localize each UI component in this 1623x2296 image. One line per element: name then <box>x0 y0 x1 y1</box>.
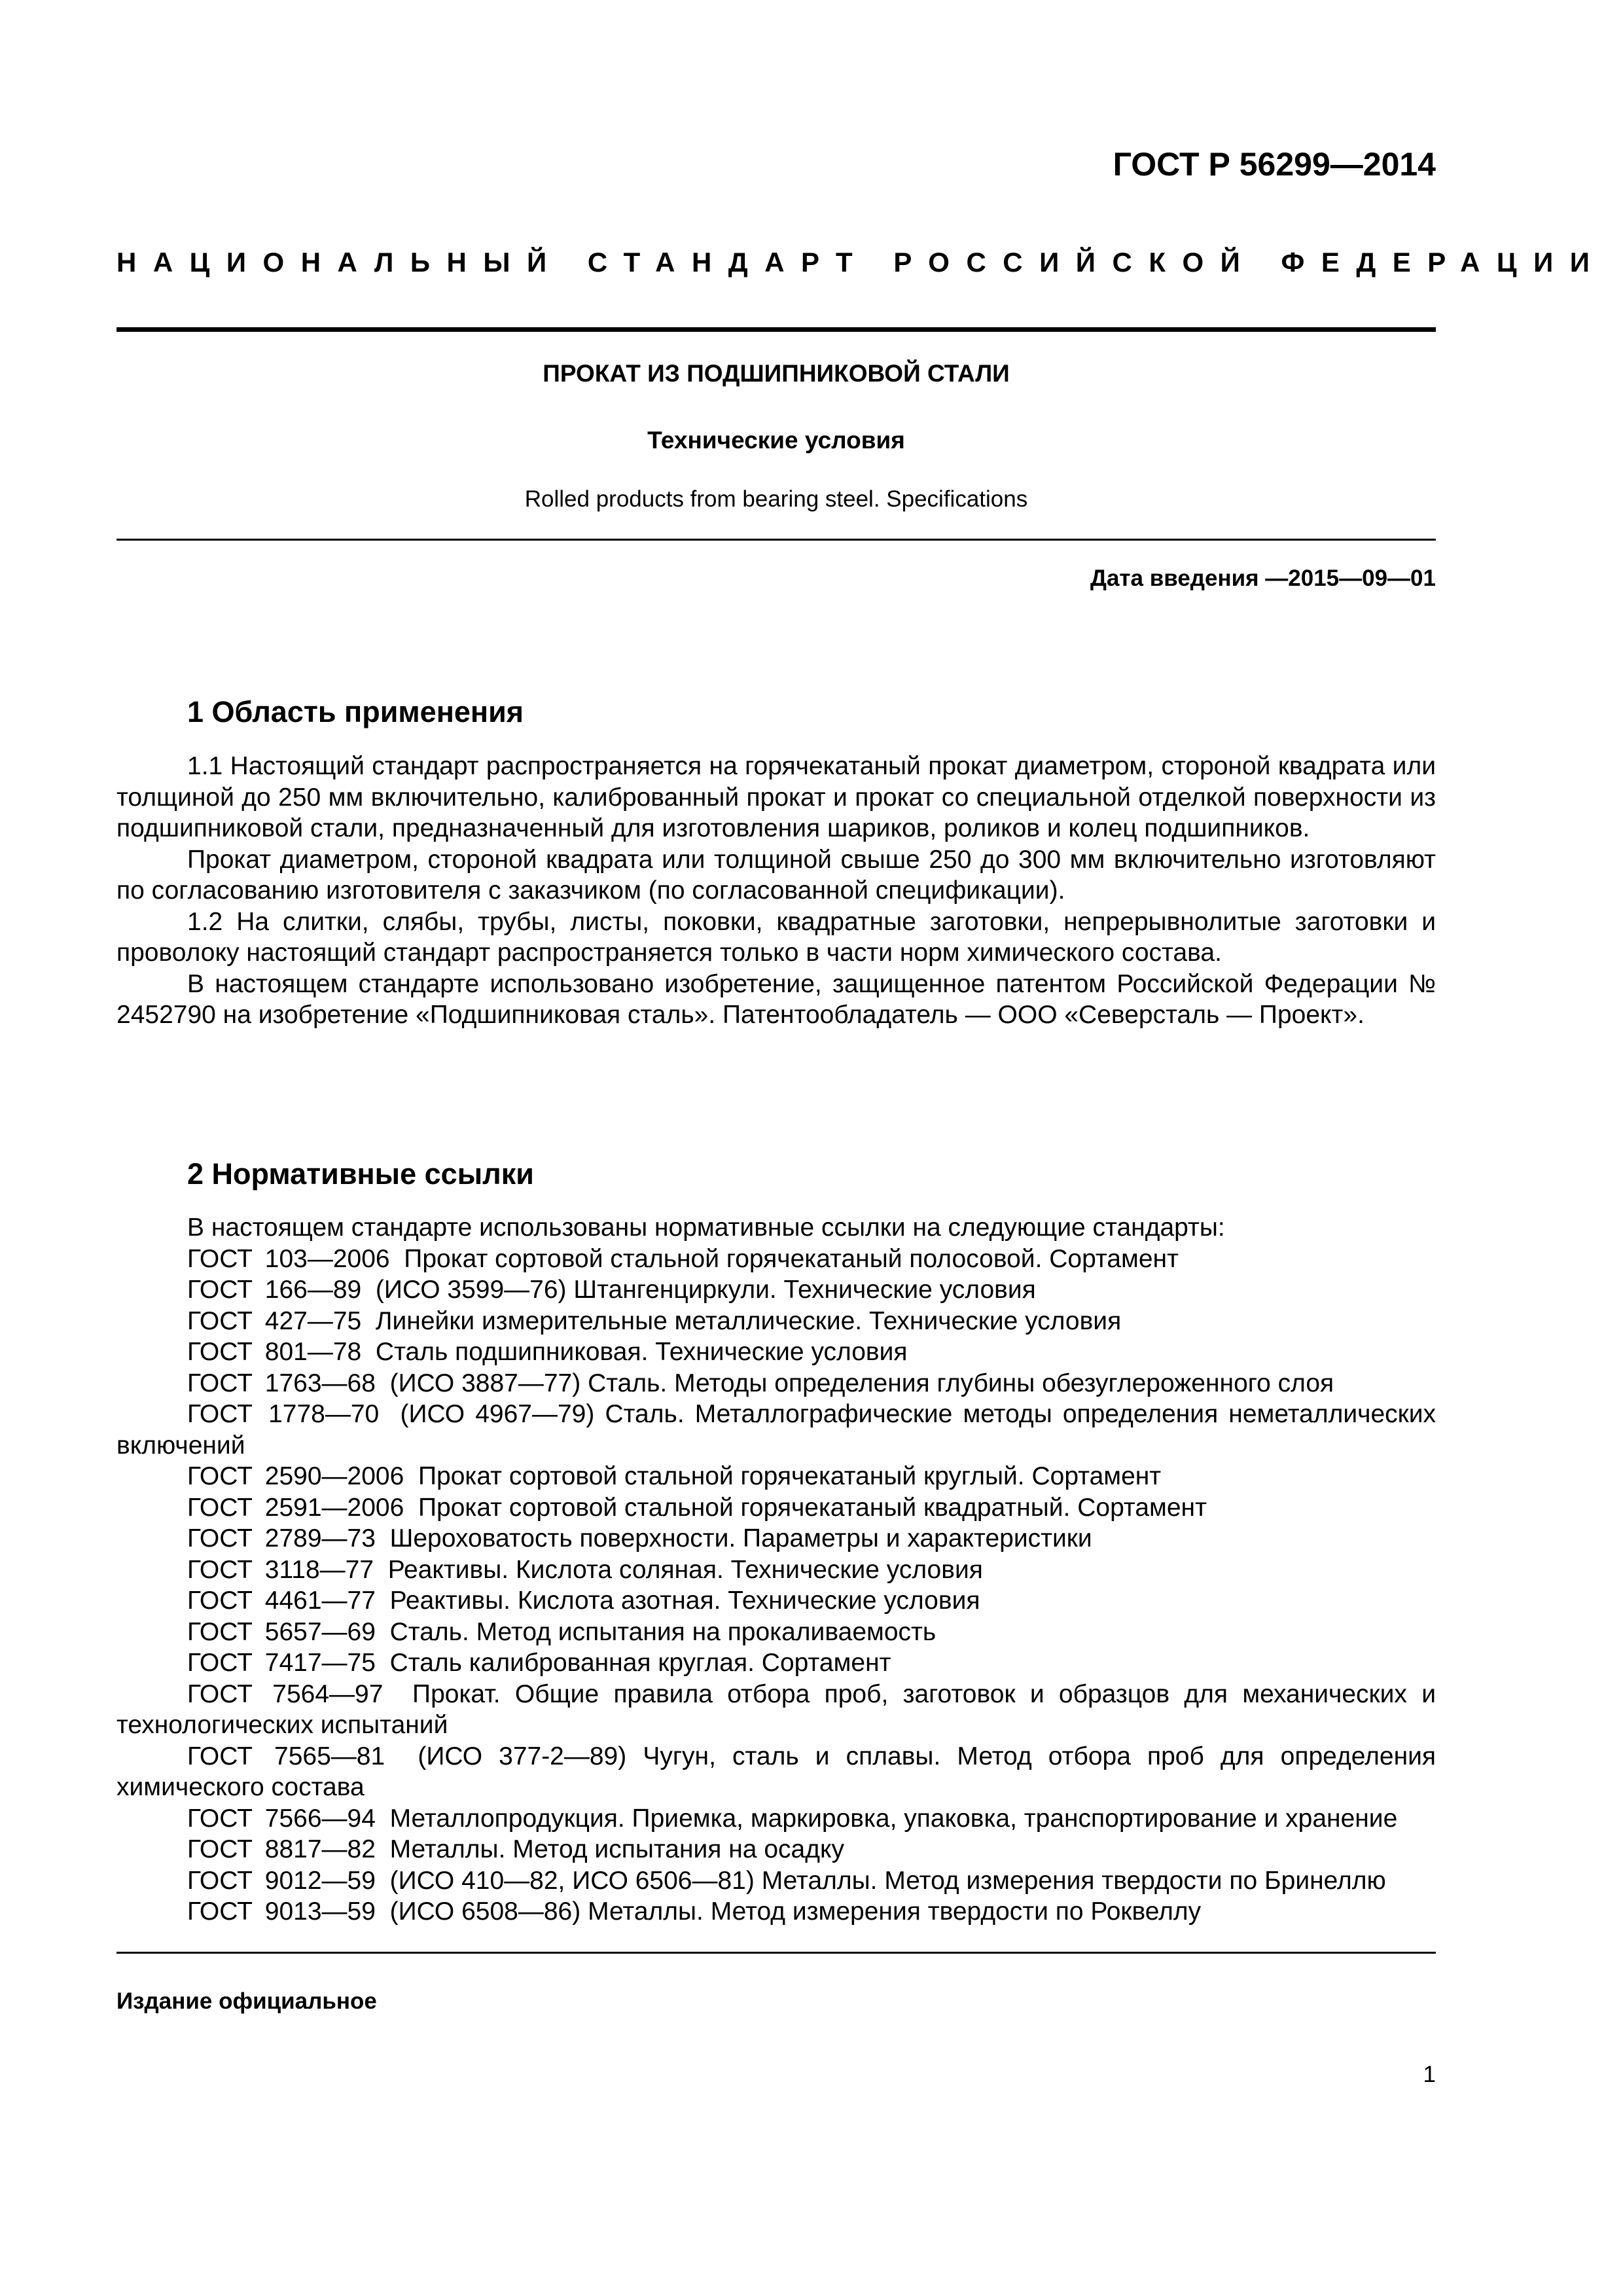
paragraph: Прокат диаметром, стороной квадрата или толщиной свыше 250 до 300 мм включительно изготовляют по согласованию изготовителя с заказчиком (по согласованной спецификации). <box>116 845 1436 905</box>
normative-references-list <box>116 1212 1436 1928</box>
reference-code: ГОСТ 9012—59 <box>187 1866 376 1895</box>
paragraph: 1.2 На слитки, слябы, трубы, листы, поковки, квадратные заготовки, непрерывнолитые заготовки и проволоку настоящий стандарт распространяется только в части норм химического состава. <box>116 907 1436 967</box>
section-scope-body <box>116 751 1436 1031</box>
reference-code: ГОСТ 1763—68 <box>187 1369 376 1397</box>
list-item <box>116 1741 1436 1803</box>
introduction-date: Дата введения —2015—09—01 <box>1090 565 1436 591</box>
list-item <box>116 1244 1436 1275</box>
list-item <box>116 1492 1436 1524</box>
reference-title: (ИСО 3599—76) Штангенциркули. Технические условия <box>375 1276 1036 1304</box>
reference-code: ГОСТ 7564—97 <box>187 1679 383 1708</box>
reference-code: ГОСТ 1778—70 <box>187 1400 380 1428</box>
list-item <box>116 1336 1436 1368</box>
list-item <box>116 1834 1436 1865</box>
list-item <box>116 1306 1436 1337</box>
reference-code: ГОСТ 2590—2006 <box>187 1462 404 1490</box>
reference-title: Прокат сортовой стальной горячекатаный круглый. Сортамент <box>418 1462 1162 1490</box>
reference-title: (ИСО 6508—86) Металлы. Метод измерения твердости по Роквеллу <box>389 1897 1202 1926</box>
reference-title: Реактивы. Кислота соляная. Технические условия <box>387 1555 983 1584</box>
reference-code: ГОСТ 427—75 <box>187 1306 362 1335</box>
reference-code: ГОСТ 7565—81 <box>187 1742 385 1770</box>
reference-code: ГОСТ 7566—94 <box>187 1804 376 1833</box>
reference-title: Шероховатость поверхности. Параметры и характеристики <box>389 1524 1092 1552</box>
reference-title: (ИСО 4967—79) Сталь. Металлографические методы определения неметаллических включений <box>116 1400 1436 1460</box>
reference-title: Сталь калиброванная круглая. Сортамент <box>389 1649 891 1677</box>
list-item <box>116 1585 1436 1617</box>
reference-code: ГОСТ 5657—69 <box>187 1617 376 1646</box>
reference-title: Прокат. Общие правила отбора проб, заготовок и образцов для механических и технологических испытаний <box>116 1679 1436 1739</box>
list-item <box>116 1865 1436 1897</box>
list-item <box>116 1399 1436 1461</box>
reference-code: ГОСТ 2591—2006 <box>187 1493 404 1522</box>
header-rule <box>116 327 1436 332</box>
reference-title: Прокат сортовой стальной горячекатаный полосовой. Сортамент <box>404 1244 1179 1273</box>
list-item <box>116 1647 1436 1679</box>
list-item <box>116 1617 1436 1648</box>
reference-title: Прокат сортовой стальной горячекатаный квадратный. Сортамент <box>418 1493 1207 1522</box>
references-intro: В настоящем стандарте использованы нормативные ссылки на следующие стандарты: <box>187 1213 1225 1242</box>
document-title-english: Rolled products from bearing steel. Specifications <box>524 486 1028 512</box>
reference-code: ГОСТ 103—2006 <box>187 1244 390 1273</box>
reference-code: ГОСТ 8817—82 <box>187 1835 376 1863</box>
paragraph: В настоящем стандарте использовано изобретение, защищенное патентом Российской Федерации № 2452790 на изобретение «Подшипниковая сталь». Патентообладатель — ООО «Северсталь — Проект». <box>116 969 1436 1029</box>
list-item <box>116 1803 1436 1835</box>
reference-title: Сталь. Метод испытания на прокаливаемость <box>389 1617 936 1646</box>
edition-note: Издание официальное <box>116 1988 377 2014</box>
reference-code: ГОСТ 3118—77 <box>187 1555 374 1584</box>
reference-code: ГОСТ 7417—75 <box>187 1649 376 1677</box>
list-item <box>116 1523 1436 1554</box>
list-item <box>116 1554 1436 1586</box>
document-number: ГОСТ Р 56299—2014 <box>1113 146 1436 183</box>
reference-title: Металлы. Метод испытания на осадку <box>389 1835 844 1863</box>
footer-rule <box>116 1952 1436 1954</box>
list-item <box>116 1679 1436 1741</box>
list-item <box>116 1274 1436 1306</box>
reference-title: Линейки измерительные металлические. Технические условия <box>375 1306 1122 1335</box>
list-item <box>116 1368 1436 1399</box>
section-heading-references: 2 Нормативные ссылки <box>187 1157 534 1191</box>
section-heading-scope: 1 Область применения <box>187 695 524 728</box>
list-item <box>116 1461 1436 1492</box>
reference-title: Металлопродукция. Приемка, маркировка, упаковка, транспортирование и хранение <box>389 1804 1398 1833</box>
national-standard-banner: НАЦИОНАЛЬНЫЙ СТАНДАРТ РОССИЙСКОЙ ФЕДЕРАЦИИ <box>116 247 1607 278</box>
reference-code: ГОСТ 801—78 <box>187 1338 362 1366</box>
reference-title: Сталь подшипниковая. Технические условия <box>375 1338 908 1366</box>
reference-code: ГОСТ 9013—59 <box>187 1897 376 1926</box>
reference-title: (ИСО 410—82, ИСО 6506—81) Металлы. Метод измерения твердости по Бринеллю <box>389 1866 1386 1895</box>
page-number: 1 <box>1423 2062 1436 2087</box>
reference-code: ГОСТ 2789—73 <box>187 1524 376 1552</box>
title-rule <box>116 539 1436 541</box>
document-title: ПРОКАТ ИЗ ПОДШИПНИКОВОЙ СТАЛИ <box>543 360 1010 387</box>
document-subtitle: Технические условия <box>647 427 905 454</box>
reference-code: ГОСТ 166—89 <box>187 1276 362 1304</box>
reference-title: Реактивы. Кислота азотная. Технические условия <box>389 1587 980 1615</box>
reference-title: (ИСО 3887—77) Сталь. Методы определения глубины обезуглероженного слоя <box>389 1369 1334 1397</box>
reference-code: ГОСТ 4461—77 <box>187 1587 376 1615</box>
list-item <box>116 1896 1436 1928</box>
reference-title: (ИСО 377-2—89) Чугун, сталь и сплавы. Метод отбора проб для определения химического состава <box>116 1742 1436 1801</box>
paragraph: 1.1 Настоящий стандарт распространяется на горячекатаный прокат диаметром, стороной квадрата или толщиной до 250 мм включительно, калиброванный прокат и прокат со специальной отделкой поверхности из подшипниковой стали, предназначенный для изготовления шариков, роликов и колец подшипников. <box>116 752 1436 842</box>
